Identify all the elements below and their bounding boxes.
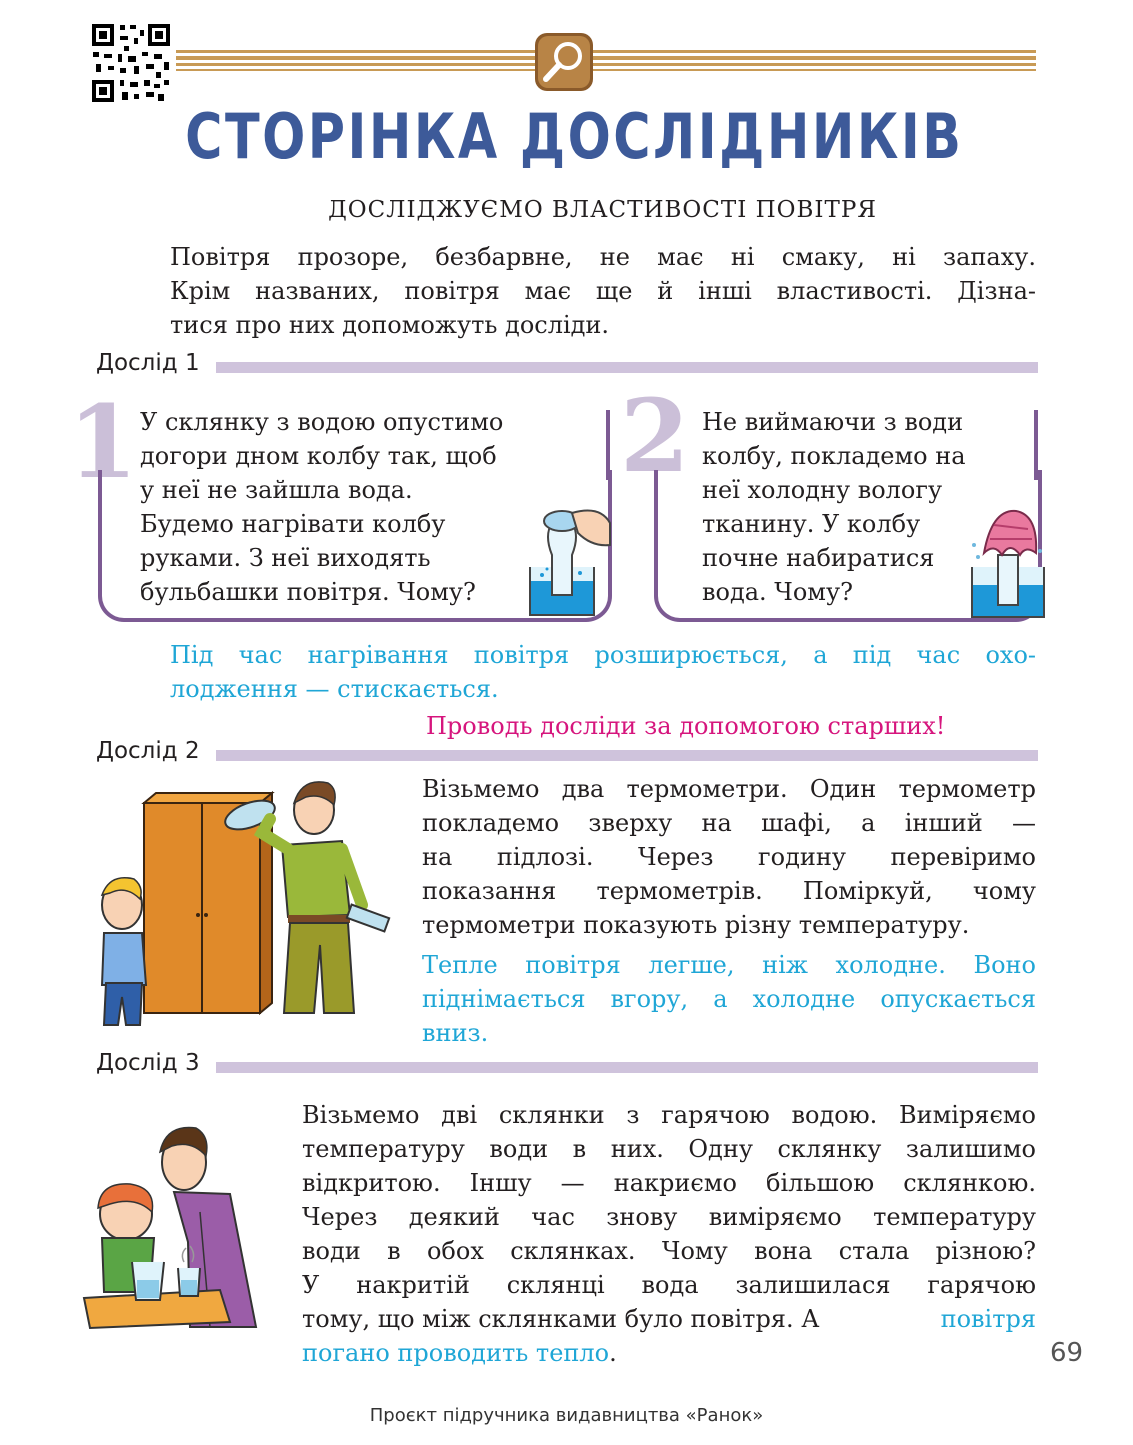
step-2-line: вода. Чому? <box>702 578 853 606</box>
footer-note: Проєкт підручника видавництва «Ранок» <box>369 1405 764 1426</box>
experiment-2-line: показання термометрів. Поміркуй, чому <box>422 877 1036 905</box>
experiment-2-text <box>422 772 1036 942</box>
experiment-2-line: Візьмемо два термометри. Один термометр <box>422 775 1036 803</box>
flask-hands-illustration <box>522 495 612 620</box>
section-subtitle: ДОСЛІДЖУЄМО ВЛАСТИВОСТІ ПОВІТРЯ <box>328 197 877 223</box>
step-1-line: руками. З неї виходять <box>140 544 431 572</box>
step-1-line: бульбашки повітря. Чому? <box>140 578 476 606</box>
page-number: 69 <box>1050 1338 1084 1368</box>
experiment-3-label: Дослід 3 <box>96 1050 200 1076</box>
experiment-3-line: води в обох склянках. Чому вона стала різною? <box>302 1237 1036 1265</box>
step-1-line: Будемо нагрівати колбу <box>140 510 446 538</box>
header-rule <box>176 50 1036 72</box>
page-title: СТОРІНКА ДОСЛІДНИКІВ <box>185 100 964 173</box>
experiment-2-divider <box>216 750 1038 761</box>
conclusion-line: Під час нагрівання повітря розширюється, а під час охо- <box>170 641 1036 669</box>
safety-warning: Проводь досліди за допомогою старших! <box>426 712 946 740</box>
experiment-3-line: Через деякий час знову виміряємо температуру <box>302 1203 1036 1231</box>
experiment-1-divider <box>216 362 1038 373</box>
experiment-2-line: термометри показують різну температуру. <box>422 911 970 939</box>
punctuation: . <box>609 1339 617 1367</box>
intro-line: Крім названих, повітря має ще й інші властивості. Дізна- <box>170 277 1036 305</box>
step-number-1: 1 <box>68 383 138 501</box>
step-1-line: У склянку з водою опустимо <box>140 408 504 436</box>
qr-code[interactable] <box>90 22 172 104</box>
intro-paragraph <box>170 240 1036 342</box>
experiment-3-line: відкритою. Іншу — накриємо більшою склянкою. <box>302 1169 1036 1197</box>
experiment-2-conclusion <box>422 948 1036 1050</box>
experiment-3-divider <box>216 1062 1038 1073</box>
experiment-1-conclusion <box>170 638 1036 706</box>
step-1-line: догори дном колбу так, щоб <box>140 442 497 470</box>
experiment-3-line: температуру води в них. Одну склянку залишимо <box>302 1135 1036 1163</box>
conclusion-line: піднімається вгору, а холодне опускається <box>422 985 1036 1013</box>
glasses-people-illustration <box>80 1122 268 1334</box>
step-2-line: почне набиратися <box>702 544 935 572</box>
experiment-2-line: на підлозі. Через годину перевіримо <box>422 843 1036 871</box>
step-2-text <box>702 405 966 609</box>
experiment-3-line: Візьмемо дві склянки з гарячою водою. Виміряємо <box>302 1101 1036 1129</box>
conclusion-line: лодження — стискається. <box>170 675 499 703</box>
magnifier-icon <box>535 33 593 91</box>
experiment-3-last-line <box>302 1336 1036 1370</box>
step-1-line: у неї не зайшла вода. <box>140 476 413 504</box>
experiment-3-line: У накритій склянці вода залишилася гарячою <box>302 1271 1036 1299</box>
experiment-1-label: Дослід 1 <box>96 350 200 376</box>
conclusion-line: Тепле повітря легше, ніж холодне. Воно <box>422 951 1036 979</box>
intro-line: тися про них допоможуть досліди. <box>170 311 610 339</box>
intro-line: Повітря прозоре, безбарвне, не має ні смаку, ні запаху. <box>170 243 1036 271</box>
step-2-line: неї холодну вологу <box>702 476 943 504</box>
experiment-2-label: Дослід 2 <box>96 738 200 764</box>
step-number-2: 2 <box>620 377 690 495</box>
flask-cloth-illustration <box>966 505 1048 620</box>
experiment-3-line-mixed <box>302 1302 1036 1336</box>
highlight-text: повітря <box>940 1305 1036 1333</box>
wardrobe-people-illustration <box>92 775 412 1030</box>
step-2-line: тканину. У колбу <box>702 510 921 538</box>
step-1-right-edge <box>606 410 610 480</box>
step-2-right-edge <box>1034 410 1038 480</box>
conclusion-line: вниз. <box>422 1019 489 1047</box>
experiment-3-line: тому, що між склянками було повітря. А <box>302 1305 820 1333</box>
experiment-3-text <box>302 1098 1036 1370</box>
step-2-line: колбу, покладемо на <box>702 442 966 470</box>
highlight-text: погано проводить тепло <box>302 1339 610 1367</box>
experiment-2-line: покладемо зверху на шафі, а інший — <box>422 809 1036 837</box>
step-2-line: Не виймаючи з води <box>702 408 964 436</box>
step-1-text <box>140 405 503 609</box>
